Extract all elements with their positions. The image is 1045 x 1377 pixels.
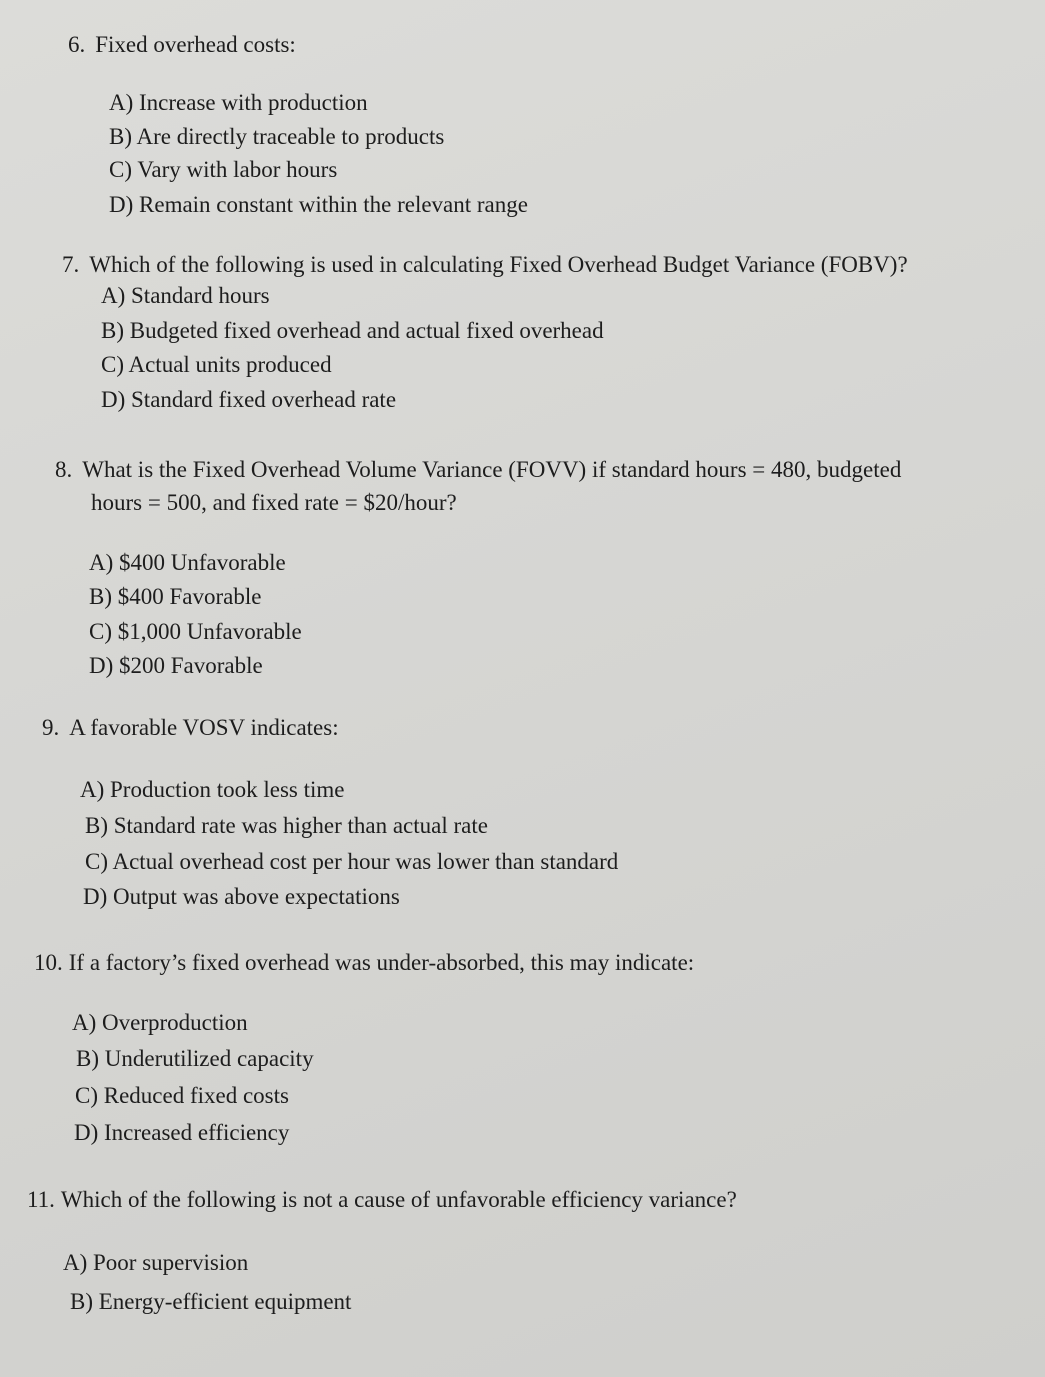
question-number: 10. <box>34 950 63 975</box>
question-8 <box>55 455 901 485</box>
question-text: Which of the following is not a cause of unfavorable efficiency variance? <box>60 1187 737 1212</box>
option-8c: C) $1,000 Unfavorable <box>89 619 302 644</box>
option-7d: D) Standard fixed overhead rate <box>101 387 397 412</box>
question-10 <box>34 948 694 978</box>
question-number: 6. <box>68 32 86 57</box>
option-8d: D) $200 Favorable <box>89 653 263 678</box>
option-7c: C) Actual units produced <box>101 352 332 377</box>
option-10a: A) Overproduction <box>72 1010 248 1035</box>
option-11a: A) Poor supervision <box>63 1250 249 1275</box>
question-text: If a factory’s fixed overhead was under-absorbed, this may indicate: <box>68 950 695 975</box>
option-6d: D) Remain constant within the relevant range <box>109 192 528 217</box>
option-7a: A) Standard hours <box>101 283 270 308</box>
option-8a: A) $400 Unfavorable <box>89 550 286 575</box>
question-number: 7. <box>62 252 80 277</box>
question-text: Which of the following is used in calculating Fixed Overhead Budget Variance (FOBV)? <box>89 252 908 277</box>
question-11 <box>27 1185 737 1215</box>
question-text: A favorable VOSV indicates: <box>69 715 339 740</box>
option-6c: C) Vary with labor hours <box>109 157 338 182</box>
option-9d: D) Output was above expectations <box>83 884 400 909</box>
option-8b: B) $400 Favorable <box>89 584 262 609</box>
question-text: Fixed overhead costs: <box>95 32 296 57</box>
option-10c: C) Reduced fixed costs <box>75 1083 289 1108</box>
option-6b: B) Are directly traceable to products <box>109 124 445 149</box>
option-10b: B) Underutilized capacity <box>76 1046 314 1071</box>
question-9 <box>42 713 339 743</box>
question-text-line2: hours = 500, and fixed rate = $20/hour? <box>91 490 457 515</box>
question-7 <box>62 250 908 280</box>
option-9a: A) Production took less time <box>80 777 345 802</box>
question-6 <box>68 30 296 60</box>
question-number: 11. <box>27 1187 55 1212</box>
question-text-line1: What is the Fixed Overhead Volume Variance (FOVV) if standard hours = 480, budgeted <box>82 457 902 482</box>
option-10d: D) Increased efficiency <box>74 1120 290 1145</box>
option-9c: C) Actual overhead cost per hour was lower than standard <box>85 849 619 874</box>
option-9b: B) Standard rate was higher than actual rate <box>85 813 488 838</box>
question-number: 9. <box>42 715 60 740</box>
option-7b: B) Budgeted fixed overhead and actual fixed overhead <box>101 318 604 343</box>
question-8-continued <box>91 488 457 518</box>
option-11b: B) Energy-efficient equipment <box>70 1289 352 1314</box>
question-number: 8. <box>55 457 73 482</box>
option-6a: A) Increase with production <box>109 90 368 115</box>
